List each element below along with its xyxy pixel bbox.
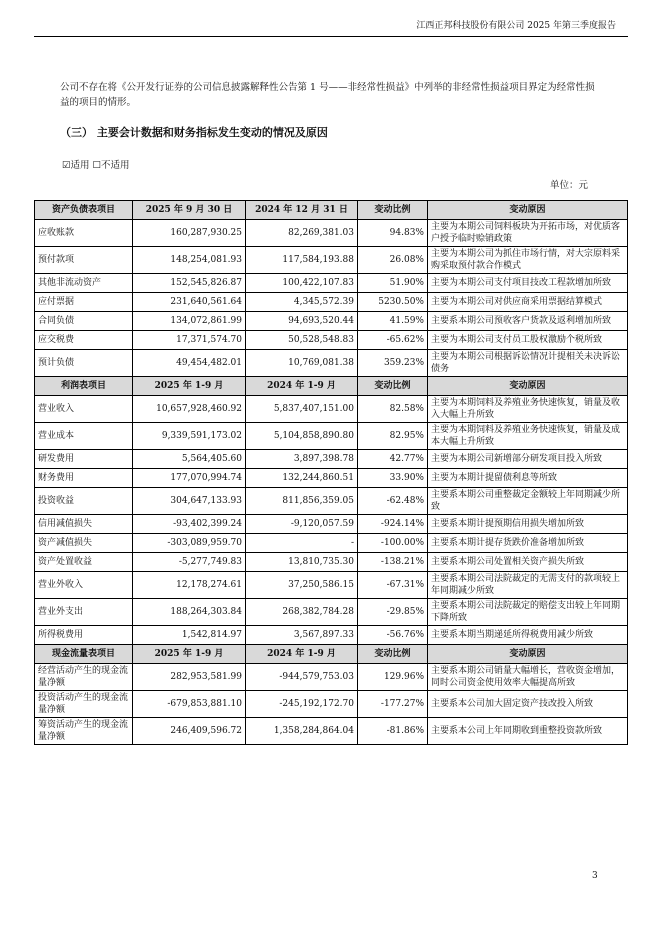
page-number: 3: [592, 871, 598, 881]
change-ratio-cell: 129.96%: [358, 664, 428, 691]
current-value-cell: -679,853,881.10: [133, 691, 246, 718]
reason-cell: 主要为本期公司饲料板块为开拓市场，对优质客户授予临时赊销政策: [428, 220, 628, 247]
change-ratio-cell: 26.08%: [358, 247, 428, 274]
item-cell: 投资活动产生的现金流量净额: [35, 691, 133, 718]
reason-cell: 主要为本期公司支付项目技改工程款增加所致: [428, 274, 628, 293]
previous-value-cell: -: [246, 534, 358, 553]
reason-cell: 主要为本期公司为抓住市场行情，对大宗原料采购采取预付款合作模式: [428, 247, 628, 274]
column-header: 变动原因: [428, 377, 628, 396]
item-cell: 应付票据: [35, 293, 133, 312]
financial-changes-table: [34, 200, 628, 745]
reason-cell: 主要系本期计提预期信用损失增加所致: [428, 515, 628, 534]
current-value-cell: 177,070,994.74: [133, 469, 246, 488]
previous-value-cell: 50,528,548.83: [246, 331, 358, 350]
table-row: [35, 488, 628, 515]
column-header: 变动原因: [428, 201, 628, 220]
current-value-cell: 134,072,861.99: [133, 312, 246, 331]
table-body: [35, 201, 628, 745]
change-ratio-cell: -65.62%: [358, 331, 428, 350]
table-row: [35, 691, 628, 718]
change-ratio-cell: 5230.50%: [358, 293, 428, 312]
item-cell: 预付款项: [35, 247, 133, 274]
current-value-cell: 1,542,814.97: [133, 626, 246, 645]
item-cell: 合同负债: [35, 312, 133, 331]
item-cell: 所得税费用: [35, 626, 133, 645]
applicability-options: ☑适用 ☐不适用: [62, 160, 130, 171]
current-value-cell: 160,287,930.25: [133, 220, 246, 247]
reason-cell: 主要系本期公司处置相关资产损失所致: [428, 553, 628, 572]
change-ratio-cell: 82.95%: [358, 423, 428, 450]
change-ratio-cell: -924.14%: [358, 515, 428, 534]
previous-value-cell: 94,693,520.44: [246, 312, 358, 331]
table-row: [35, 247, 628, 274]
table-row: [35, 469, 628, 488]
change-ratio-cell: -177.27%: [358, 691, 428, 718]
table-row: [35, 515, 628, 534]
table-row: [35, 534, 628, 553]
change-ratio-cell: -29.85%: [358, 599, 428, 626]
change-ratio-cell: -56.76%: [358, 626, 428, 645]
table-row: [35, 599, 628, 626]
previous-value-cell: 37,250,586.15: [246, 572, 358, 599]
reason-cell: 主要为本期饲料及养殖业务快速恢复，销量及收入大幅上升所致: [428, 396, 628, 423]
previous-value-cell: 100,422,107.83: [246, 274, 358, 293]
reason-cell: 主要为本期公司支付员工股权激励个税所致: [428, 331, 628, 350]
previous-value-cell: 5,104,858,890.80: [246, 423, 358, 450]
change-ratio-cell: -138.21%: [358, 553, 428, 572]
current-value-cell: 9,339,591,173.02: [133, 423, 246, 450]
table-row: [35, 626, 628, 645]
table-row: [35, 450, 628, 469]
table-row: [35, 350, 628, 377]
reason-cell: 主要系本期公司法院裁定的无需支付的款项较上年同期减少所致: [428, 572, 628, 599]
table-row: [35, 220, 628, 247]
item-cell: 应收账款: [35, 220, 133, 247]
item-cell: 财务费用: [35, 469, 133, 488]
item-cell: 其他非流动资产: [35, 274, 133, 293]
current-value-cell: 17,371,574.70: [133, 331, 246, 350]
item-cell: 营业成本: [35, 423, 133, 450]
column-header: 变动比例: [358, 377, 428, 396]
current-value-cell: 49,454,482.01: [133, 350, 246, 377]
item-cell: 营业外收入: [35, 572, 133, 599]
table-row: [35, 312, 628, 331]
previous-value-cell: 811,856,359.05: [246, 488, 358, 515]
previous-value-cell: -944,579,753.03: [246, 664, 358, 691]
current-value-cell: 12,178,274.61: [133, 572, 246, 599]
reason-cell: 主要系本公司加大固定资产技改投入所致: [428, 691, 628, 718]
reason-cell: 主要为本期公司对供应商采用票据结算模式: [428, 293, 628, 312]
reason-cell: 主要为本期公司新增部分研发项目投入所致: [428, 450, 628, 469]
item-cell: 投资收益: [35, 488, 133, 515]
change-ratio-cell: -100.00%: [358, 534, 428, 553]
current-value-cell: 188,264,303.84: [133, 599, 246, 626]
change-ratio-cell: 41.59%: [358, 312, 428, 331]
change-ratio-cell: 359.23%: [358, 350, 428, 377]
previous-value-cell: 132,244,860.51: [246, 469, 358, 488]
table-row: [35, 572, 628, 599]
table-row: [35, 423, 628, 450]
item-cell: 应交税费: [35, 331, 133, 350]
reason-cell: 主要为本期公司根据诉讼情况计提相关未决诉讼债务: [428, 350, 628, 377]
reason-cell: 主要系本期公司法院裁定的赔偿支出较上年同期下降所致: [428, 599, 628, 626]
item-cell: 资产减值损失: [35, 534, 133, 553]
item-cell: 预计负债: [35, 350, 133, 377]
item-cell: 营业收入: [35, 396, 133, 423]
section-header-row: [35, 645, 628, 664]
previous-value-cell: 268,382,784.28: [246, 599, 358, 626]
column-header: 变动比例: [358, 645, 428, 664]
previous-value-cell: -245,192,172.70: [246, 691, 358, 718]
column-header: 现金流量表项目: [35, 645, 133, 664]
current-value-cell: 10,657,928,460.92: [133, 396, 246, 423]
current-value-cell: -93,402,399.24: [133, 515, 246, 534]
table-row: [35, 331, 628, 350]
unit-label: 单位：元: [549, 180, 588, 191]
current-value-cell: 231,640,561.64: [133, 293, 246, 312]
intro-paragraph: 公司不存在将《公开发行证券的公司信息披露解释性公告第 1 号——非经常性损益》中列举的非经常性损益项目界定为经常性损益的项目的情形。: [60, 82, 595, 108]
reason-cell: 主要系本期公司预收客户货款及返利增加所致: [428, 312, 628, 331]
change-ratio-cell: -67.31%: [358, 572, 428, 599]
current-value-cell: 282,953,581.99: [133, 664, 246, 691]
table-row: [35, 718, 628, 745]
previous-value-cell: 5,837,407,151.00: [246, 396, 358, 423]
current-value-cell: 246,409,596.72: [133, 718, 246, 745]
previous-value-cell: 3,897,398.78: [246, 450, 358, 469]
change-ratio-cell: 51.90%: [358, 274, 428, 293]
section-header-row: [35, 201, 628, 220]
table-row: [35, 274, 628, 293]
change-ratio-cell: -81.86%: [358, 718, 428, 745]
column-header: 资产负债表项目: [35, 201, 133, 220]
reason-cell: 主要为本期计提留债利息等所致: [428, 469, 628, 488]
current-value-cell: -5,277,749.83: [133, 553, 246, 572]
reason-cell: 主要系本期当期递延所得税费用减少所致: [428, 626, 628, 645]
previous-value-cell: 117,584,193.88: [246, 247, 358, 274]
column-header: 利润表项目: [35, 377, 133, 396]
column-header: 2025 年 9 月 30 日: [133, 201, 246, 220]
change-ratio-cell: -62.48%: [358, 488, 428, 515]
table-row: [35, 664, 628, 691]
previous-value-cell: 13,810,735.30: [246, 553, 358, 572]
item-cell: 信用减值损失: [35, 515, 133, 534]
header-title: 江西正邦科技股份有限公司 2025 年第三季度报告: [416, 21, 616, 31]
current-value-cell: 5,564,405.60: [133, 450, 246, 469]
reason-cell: 主要系本期公司重整裁定金额较上年同期减少所致: [428, 488, 628, 515]
column-header: 变动比例: [358, 201, 428, 220]
table-row: [35, 553, 628, 572]
current-value-cell: 304,647,133.93: [133, 488, 246, 515]
item-cell: 筹资活动产生的现金流量净额: [35, 718, 133, 745]
item-cell: 经营活动产生的现金流量净额: [35, 664, 133, 691]
column-header: 2025 年 1-9 月: [133, 377, 246, 396]
column-header: 2024 年 1-9 月: [246, 377, 358, 396]
column-header: 2024 年 12 月 31 日: [246, 201, 358, 220]
table-row: [35, 396, 628, 423]
item-cell: 营业外支出: [35, 599, 133, 626]
change-ratio-cell: 94.83%: [358, 220, 428, 247]
reason-cell: 主要为本期饲料及养殖业务快速恢复，销量及成本大幅上升所致: [428, 423, 628, 450]
section-header-row: [35, 377, 628, 396]
table-row: [35, 293, 628, 312]
reason-cell: 主要系本期计提存货跌价准备增加所致: [428, 534, 628, 553]
previous-value-cell: 1,358,284,864.04: [246, 718, 358, 745]
change-ratio-cell: 82.58%: [358, 396, 428, 423]
page-header: [34, 10, 628, 37]
column-header: 2025 年 1-9 月: [133, 645, 246, 664]
change-ratio-cell: 33.90%: [358, 469, 428, 488]
previous-value-cell: 3,567,897.33: [246, 626, 358, 645]
column-header: 2024 年 1-9 月: [246, 645, 358, 664]
reason-cell: 主要系本期公司销量大幅增长，营收资金增加，同时公司资金使用效率大幅提高所致: [428, 664, 628, 691]
previous-value-cell: 82,269,381.03: [246, 220, 358, 247]
current-value-cell: 152,545,826.87: [133, 274, 246, 293]
change-ratio-cell: 42.77%: [358, 450, 428, 469]
reason-cell: 主要系本公司上年同期收到重整投资款所致: [428, 718, 628, 745]
previous-value-cell: 10,769,081.38: [246, 350, 358, 377]
current-value-cell: -303,089,959.70: [133, 534, 246, 553]
previous-value-cell: 4,345,572.39: [246, 293, 358, 312]
section-title: （三） 主要会计数据和财务指标发生变动的情况及原因: [60, 126, 328, 139]
previous-value-cell: -9,120,057.59: [246, 515, 358, 534]
column-header: 变动原因: [428, 645, 628, 664]
item-cell: 资产处置收益: [35, 553, 133, 572]
current-value-cell: 148,254,081.93: [133, 247, 246, 274]
item-cell: 研发费用: [35, 450, 133, 469]
